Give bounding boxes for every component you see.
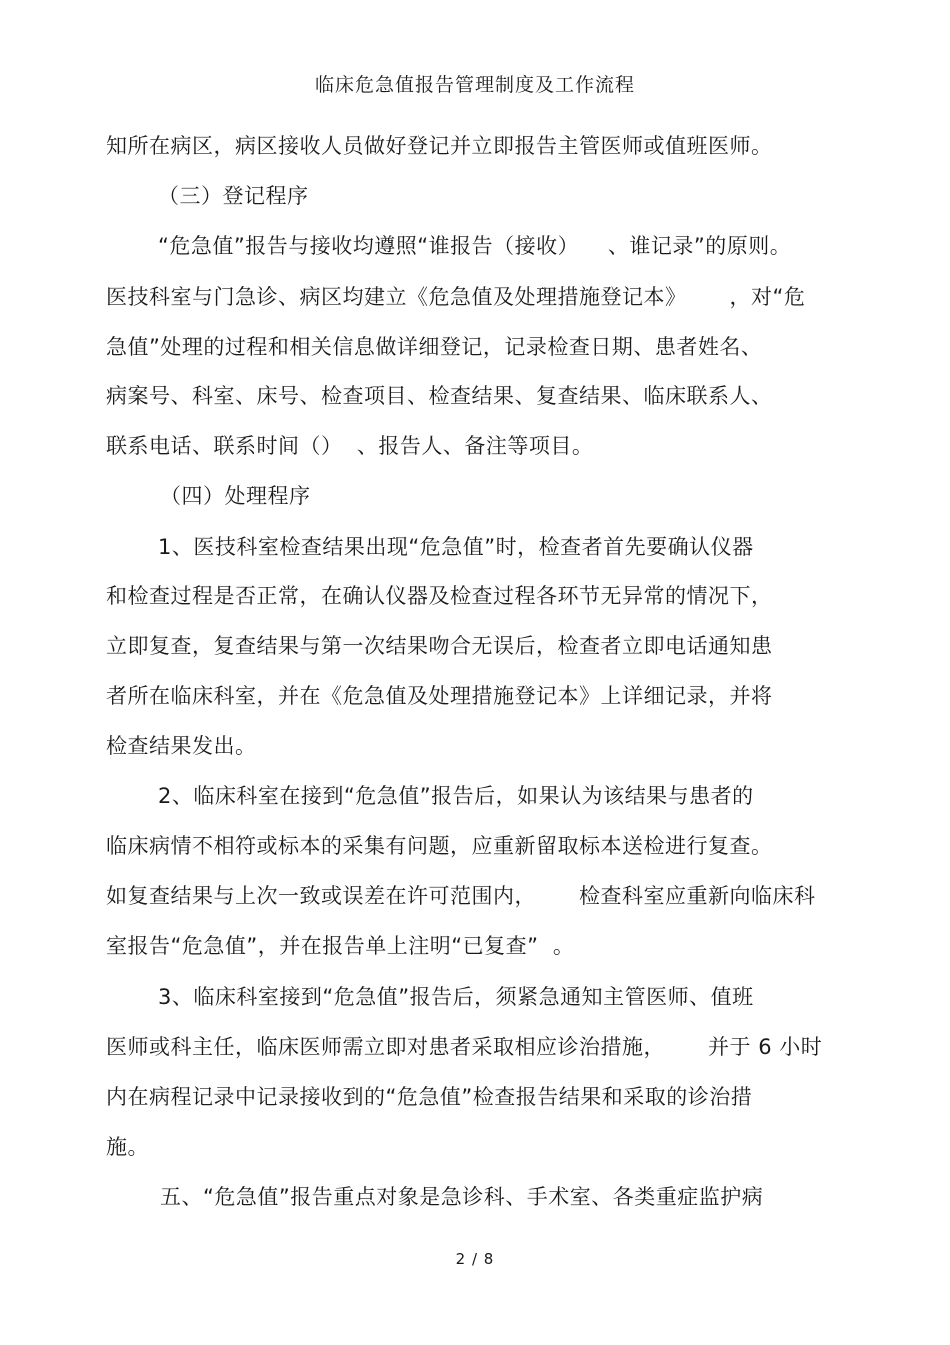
section-heading: （四）处理程序 (160, 484, 311, 508)
text-line: 检查结果发出。 (106, 734, 257, 758)
text-line: 如复查结果与上次一致或误差在许可范围内， 检查科室应重新向临床科 (106, 884, 816, 908)
text-line: 五、“危急值”报告重点对象是急诊科、手术室、各类重症监护病 (160, 1185, 764, 1209)
text-line: 室报告“危急值”，并在报告单上注明“已复查” 。 (106, 934, 575, 958)
text-line: 者所在临床科室，并在《危急值及处理措施登记本》上详细记录，并将 (106, 684, 773, 708)
text-line: 立即复查，复查结果与第一次结果吻合无误后，检查者立即电话通知患 (106, 634, 773, 658)
text-line: “危急值”报告与接收均遵照“谁报告（接收） 、谁记录”的原则。 (158, 234, 792, 258)
text-line: 临床病情不相符或标本的采集有问题，应重新留取标本送检进行复查。 (106, 834, 773, 858)
text-line: 1、医技科室检查结果出现“危急值”时，检查者首先要确认仪器 (158, 535, 754, 559)
text-line: 联系电话、联系时间（） 、报告人、备注等项目。 (106, 434, 594, 458)
text-line: 内在病程记录中记录接收到的“危急值”检查报告结果和采取的诊治措 (106, 1085, 753, 1109)
text-line: 和检查过程是否正常，在确认仪器及检查过程各环节无异常的情况下， (106, 584, 773, 608)
text-line: 医技科室与门急诊、病区均建立《危急值及处理措施登记本》 ，对“危 (106, 285, 806, 309)
text-line: 施。 (106, 1135, 149, 1159)
text-line: 2、临床科室在接到“危急值”报告后，如果认为该结果与患者的 (158, 784, 754, 808)
page-number: 2 / 8 (455, 1250, 495, 1268)
page-header: 临床危急值报告管理制度及工作流程 (314, 74, 635, 96)
text-line: 知所在病区，病区接收人员做好登记并立即报告主管医师或值班医师。 (106, 134, 773, 158)
text-line: 3、临床科室接到“危急值”报告后，须紧急通知主管医师、值班 (158, 985, 754, 1009)
text-line: 病案号、科室、床号、检查项目、检查结果、复查结果、临床联系人、 (106, 384, 773, 408)
text-line: 急值”处理的过程和相关信息做详细登记，记录检查日期、患者姓名、 (106, 335, 763, 359)
text-line: 医师或科主任，临床医师需立即对患者采取相应诊治措施， 并于 6 小时 (106, 1035, 823, 1059)
section-heading: （三）登记程序 (158, 184, 309, 208)
